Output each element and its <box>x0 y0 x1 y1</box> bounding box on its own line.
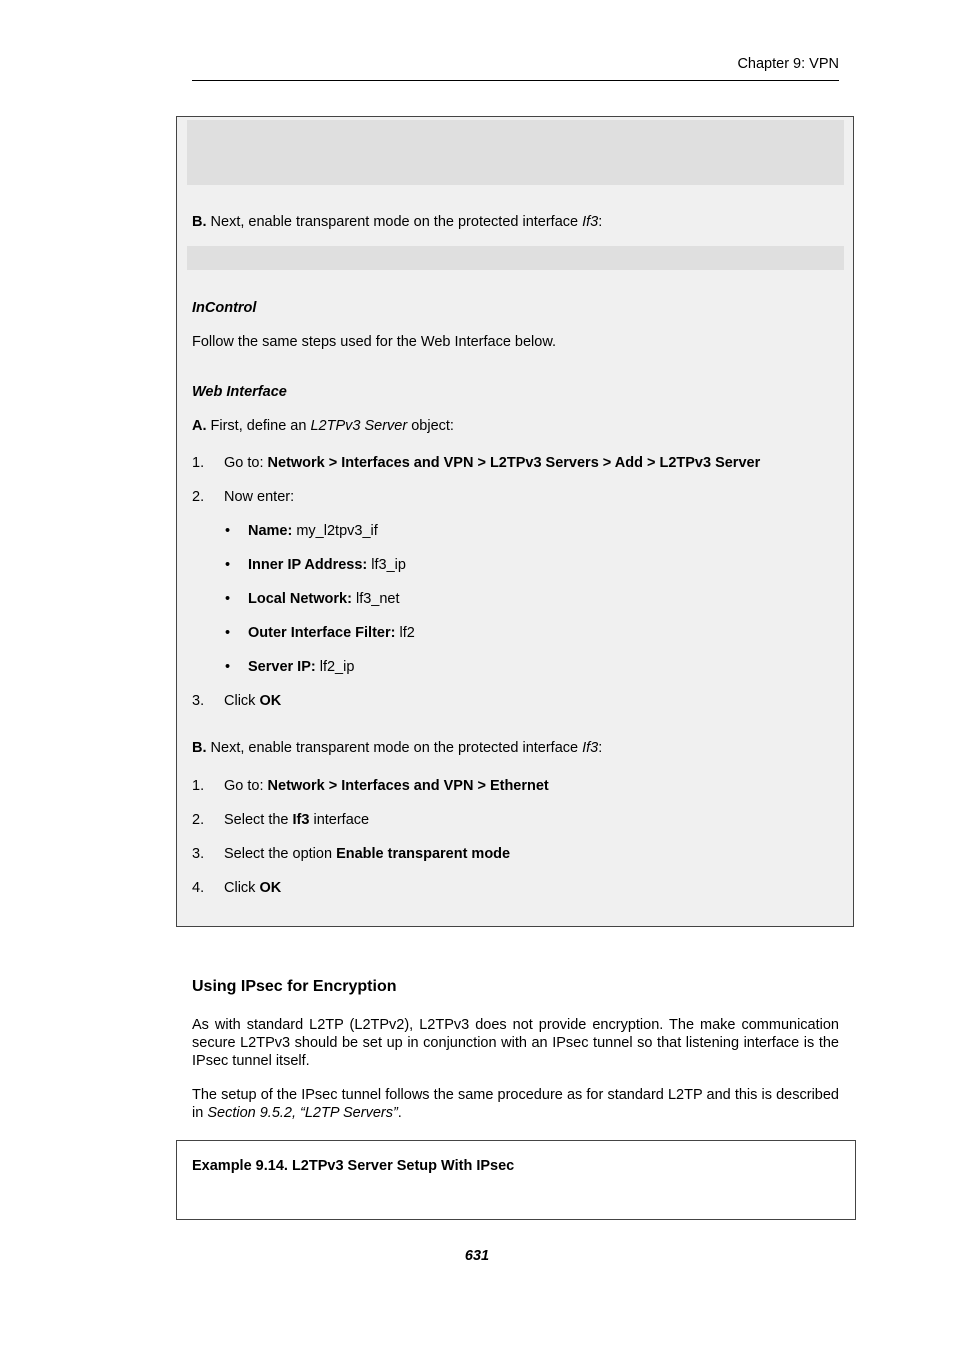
page-number: 631 <box>464 1248 490 1264</box>
section-title: Using IPsec for Encryption <box>192 978 397 995</box>
step-number: 3. <box>192 693 205 709</box>
field-name: Name: my_l2tpv3_if <box>248 523 378 539</box>
step-select-interface: Select the If3 interface <box>224 812 370 828</box>
bullet-icon: • <box>225 659 231 675</box>
section-paragraph-2: The setup of the IPsec tunnel follows the same procedure as for standard L2TP and this is described in Section 9.5.2, “L2TP Servers”. <box>192 1087 839 1121</box>
incontrol-heading: InControl <box>192 300 257 316</box>
field-server-ip: Server IP: lf2_ip <box>248 659 355 675</box>
step-number: 2. <box>192 812 205 828</box>
step-number: 1. <box>192 455 205 471</box>
step-select-option: Select the option Enable transparent mode <box>224 846 511 862</box>
step-number: 1. <box>192 778 205 794</box>
step-click-ok: Click OK <box>224 693 282 709</box>
bullet-icon: • <box>225 557 231 573</box>
field-inner-ip: Inner IP Address: lf3_ip <box>248 557 406 573</box>
bullet-icon: • <box>225 591 231 607</box>
step-now-enter: Now enter: <box>224 489 295 505</box>
web-step-b: B. Next, enable transparent mode on the protected interface If3: <box>192 740 603 756</box>
field-local-network: Local Network: lf3_net <box>248 591 400 607</box>
cli-code-block-2 <box>187 246 844 270</box>
step-goto-ethernet: Go to: Network > Interfaces and VPN > Ethernet <box>224 778 549 794</box>
step-number: 4. <box>192 880 205 896</box>
example-title: Example 9.14. L2TPv3 Server Setup With IPsec <box>192 1158 515 1174</box>
field-outer-interface: Outer Interface Filter: lf2 <box>248 625 415 641</box>
chapter-title: Chapter 9: VPN <box>737 56 839 72</box>
step-goto-l2tpv3: Go to: Network > Interfaces and VPN > L2TPv3 Servers > Add > L2TPv3 Server <box>224 455 761 471</box>
bullet-icon: • <box>225 625 231 641</box>
step-number: 3. <box>192 846 205 862</box>
web-step-a: A. First, define an L2TPv3 Server object: <box>192 418 454 434</box>
step-click-ok-2: Click OK <box>224 880 282 896</box>
web-interface-heading: Web Interface <box>192 384 287 400</box>
example-box-2 <box>176 1140 856 1220</box>
section-paragraph-1: As with standard L2TP (L2TPv2), L2TPv3 does not provide encryption. The make communication secure L2TPv3 should be set up in conjunction with an IPsec tunnel so that listening interface is the IPsec tunnel itself. <box>192 1017 839 1069</box>
cli-code-block <box>187 120 844 185</box>
bullet-icon: • <box>225 523 231 539</box>
step-number: 2. <box>192 489 205 505</box>
incontrol-text: Follow the same steps used for the Web Interface below. <box>192 334 557 350</box>
section-reference-link[interactable]: Section 9.5.2, “L2TP Servers” <box>207 1105 398 1121</box>
cli-step-b: B. Next, enable transparent mode on the protected interface If3: <box>192 214 603 230</box>
header-divider <box>192 80 839 81</box>
